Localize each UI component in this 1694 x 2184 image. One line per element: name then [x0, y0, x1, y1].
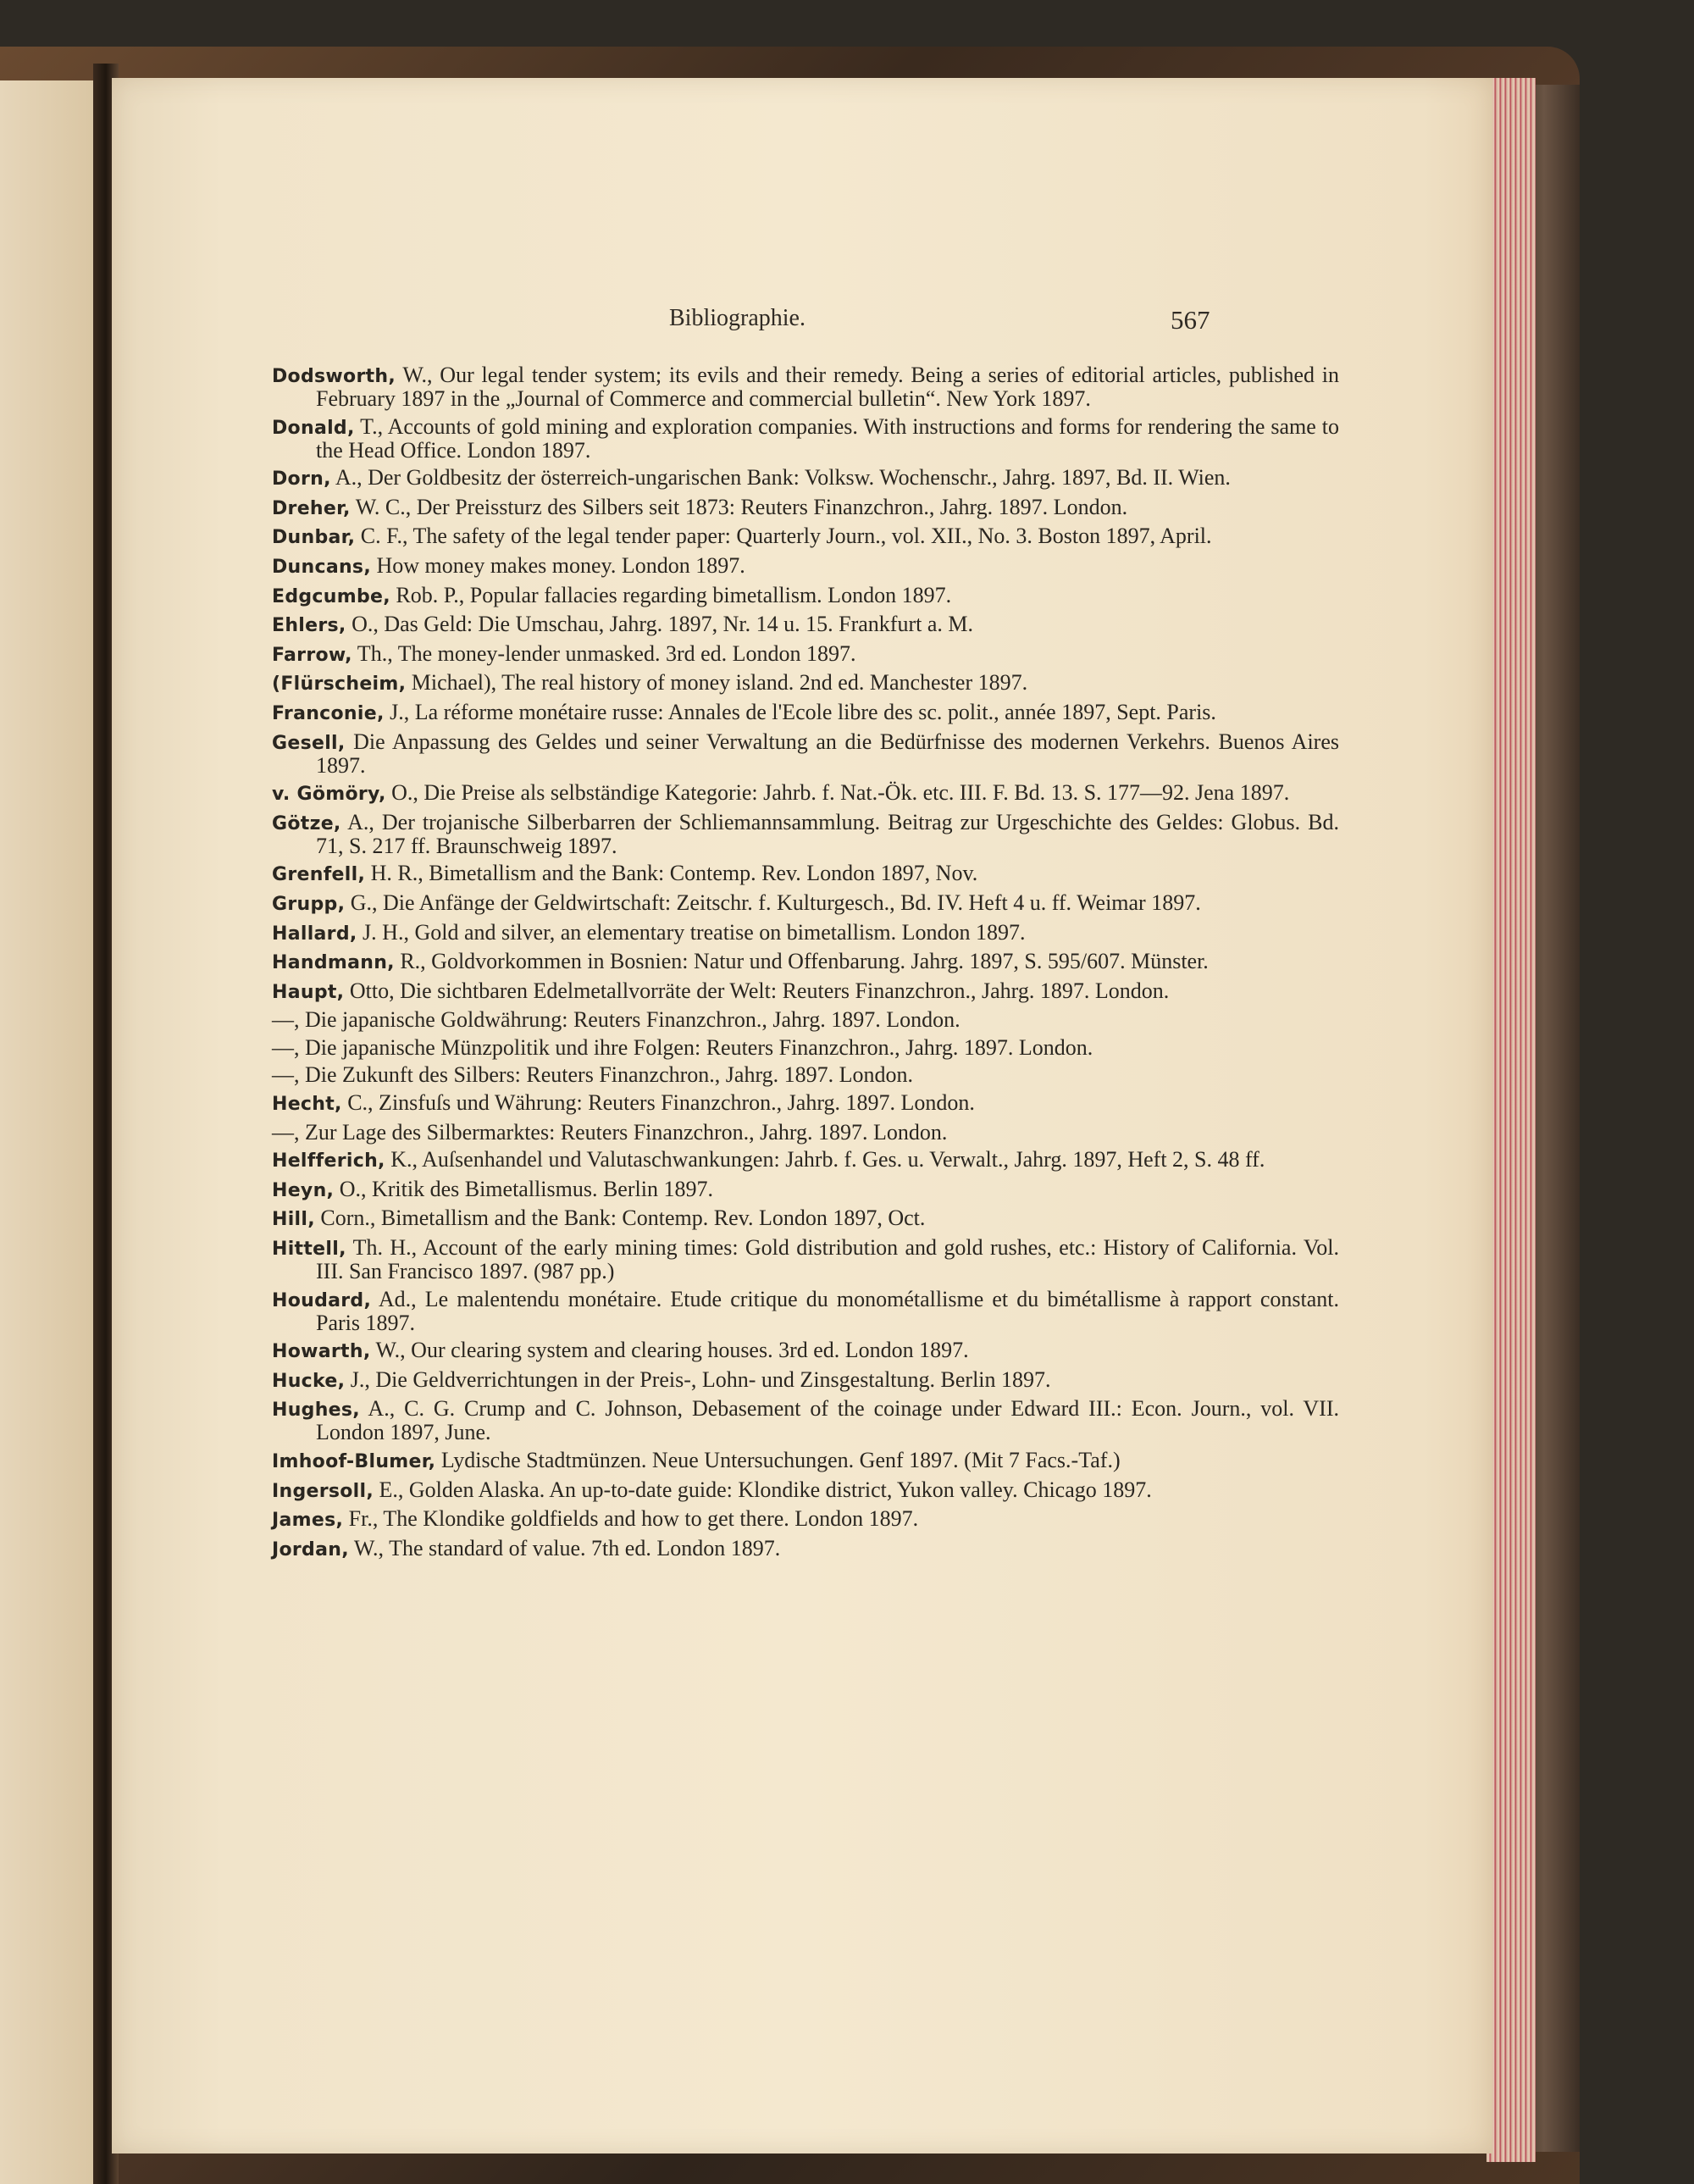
bibliography-entry [272, 1119, 1339, 1145]
bibliography-entry [272, 1535, 1339, 1561]
bibliography-entry [272, 862, 1339, 886]
entry-text: T., Accounts of gold mining and exploration companies. With instructions and forms for rendering the same to the Head Office. London 1897. [316, 413, 1339, 463]
bibliography-entry [272, 782, 1339, 806]
bibliography-entry [272, 552, 1339, 579]
entry-author: Donald, [272, 417, 355, 439]
entry-text: How money makes money. London 1897. [371, 552, 745, 578]
entry-text: O., Die Preise als selbständige Kategorie: Jahrb. f. Nat.-Ök. etc. III. F. Bd. 13. S. 177—92. Jena 1897. [385, 780, 1290, 806]
bibliography-entry [272, 980, 1339, 1004]
entry-author: Ehlers, [272, 615, 346, 637]
entry-text: A., Der Goldbesitz der österreich-ungarischen Bank: Volksw. Wochenschr., Jahrg. 1897, Bd. II. Wien. [330, 465, 1231, 491]
entry-text: J., La réforme monétaire russe: Annales de l'Ecole libre des sc. polit., année 1897, Sept. Paris. [384, 699, 1216, 724]
entry-author: Dunbar, [272, 527, 356, 549]
entry-text: C., Zinsfuſs und Währung: Reuters Finanzchron., Jahrg. 1897. London. [341, 1090, 975, 1116]
entry-text: W., The standard of value. 7th ed. London 1897. [348, 1535, 781, 1560]
entry-text: Ad., Le malentendu monétaire. Etude critique du monométallisme et du bimétallisme à rapport constant. Paris 1897. [316, 1286, 1339, 1335]
bibliography-entry [272, 701, 1339, 725]
entry-text: C. F., The safety of the legal tender paper: Quarterly Journ., vol. XII., No. 3. Boston 1897, April. [355, 524, 1212, 549]
entry-author: Farrow, [272, 644, 352, 666]
entry-author: Handmann, [272, 952, 395, 974]
entry-author: Dreher, [272, 497, 351, 519]
facing-page-edge [0, 80, 100, 2184]
bibliography-entry [272, 1339, 1339, 1363]
bibliography-entry [272, 1064, 1339, 1086]
bibliography-entry [272, 496, 1339, 520]
entry-author: Houdard, [272, 1289, 372, 1311]
bibliography-entry [272, 1149, 1339, 1172]
bibliography-entry [272, 892, 1339, 916]
bibliography-entry [272, 919, 1339, 945]
entry-author: Heyn, [272, 1179, 335, 1201]
bibliography-list [272, 364, 1339, 1566]
bibliography-entry [272, 1286, 1339, 1335]
entry-author: Hucke, [272, 1370, 346, 1392]
entry-text: Rob. P., Popular fallacies regarding bimetallism. London 1897. [390, 582, 952, 607]
bibliography-entry [272, 731, 1339, 777]
entry-text: —, Die japanische Münzpolitik und ihre Folgen: Reuters Finanzchron., Jahrg. 1897. London. [272, 1034, 1093, 1060]
entry-text: Fr., The Klondike goldfields and how to get there. London 1897. [343, 1506, 919, 1532]
running-title: Bibliographie. [669, 305, 805, 331]
entry-author: Duncans, [272, 556, 371, 578]
entry-text: W. C., Der Preissturz des Silbers seit 1873: Reuters Finanzchron., Jahrg. 1897. London. [350, 494, 1128, 519]
entry-text: Corn., Bimetallism and the Bank: Contemp. Rev. London 1897, Oct. [314, 1206, 926, 1231]
entry-text: A., Der trojanische Silberbarren der Schliemannsammlung. Beitrag zur Urgeschichte des Geldes: Globus. Bd. 71, S. 217 ff. Braunschweig 1897. [316, 809, 1339, 858]
bibliography-entry [272, 413, 1339, 463]
entry-author: Gesell, [272, 732, 346, 754]
entry-text: W., Our legal tender system; its evils and their remedy. Being a series of editorial articles, published in February 1897 in the „Journal of Commerce and commercial bulletin“. New York 1897. [316, 363, 1339, 411]
entry-author: Helfferich, [272, 1150, 385, 1172]
bibliography-entry [272, 1398, 1339, 1444]
bibliography-entry [272, 1508, 1339, 1532]
entry-text: —, Die Zukunft des Silbers: Reuters Finanzchron., Jahrg. 1897. London. [272, 1062, 914, 1088]
entry-author: Hecht, [272, 1094, 342, 1116]
entry-author: Götze, [272, 812, 341, 834]
entry-text: Lydische Stadtmünzen. Neue Untersuchungen. Genf 1897. (Mit 7 Facs.-Taf.) [435, 1448, 1121, 1472]
entry-text: Die Anpassung des Geldes und seiner Verwaltung an die Bedürfnisse des modernen Verkehrs. Buenos Aires 1897. [316, 729, 1339, 778]
entry-author: v. Gömöry, [272, 784, 386, 806]
entry-author: Grenfell, [272, 864, 366, 886]
bibliography-entry [272, 1479, 1339, 1503]
entry-text: O., Kritik des Bimetallismus. Berlin 1897. [334, 1176, 713, 1201]
entry-text: Th. H., Account of the early mining times: Gold distribution and gold rushes, etc.: History of California. Vol. III. San Francisco 1897. (987 pp.) [316, 1235, 1339, 1284]
page-header [112, 305, 1492, 339]
bibliography-entry [272, 809, 1339, 858]
page-number: 567 [1171, 305, 1210, 335]
page-edges [1486, 78, 1536, 2162]
entry-author: Haupt, [272, 981, 345, 1003]
entry-text: R., Goldvorkommen in Bosnien: Natur und Offenbarung. Jahrg. 1897, S. 595/607. Münster. [394, 949, 1209, 974]
book-page [112, 78, 1492, 2154]
bibliography-entry [272, 1178, 1339, 1202]
entry-author: Imhoof-Blumer, [272, 1451, 436, 1472]
entry-author: (Flürscheim, [272, 673, 407, 696]
bibliography-entry [272, 613, 1339, 637]
entry-text: Otto, Die sichtbaren Edelmetallvorräte der Welt: Reuters Finanzchron., Jahrg. 1897. London. [344, 978, 1170, 1003]
entry-author: Hittell, [272, 1239, 346, 1261]
bibliography-entry [272, 364, 1339, 410]
entry-text: Michael), The real history of money island. 2nd ed. Manchester 1897. [406, 670, 1028, 696]
entry-text: E., Golden Alaska. An up-to-date guide: Klondike district, Yukon valley. Chicago 1897. [374, 1477, 1152, 1502]
bibliography-entry [272, 1237, 1339, 1283]
entry-text: Th., The money-lender unmasked. 3rd ed. London 1897. [352, 640, 856, 666]
bibliography-entry [272, 1009, 1339, 1031]
bibliography-entry [272, 1207, 1339, 1231]
bibliography-entry [272, 640, 1339, 667]
bibliography-entry [272, 1092, 1339, 1116]
entry-text: W., Our clearing system and clearing houses. 3rd ed. London 1897. [370, 1338, 969, 1363]
entry-author: Ingersoll, [272, 1480, 374, 1502]
entry-text: J. H., Gold and silver, an elementary treatise on bimetallism. London 1897. [357, 919, 1026, 945]
entry-author: Howarth, [272, 1341, 371, 1363]
entry-text: G., Die Anfänge der Geldwirtschaft: Zeitschr. f. Kulturgesch., Bd. IV. Heft 4 u. ff. Weimar 1897. [345, 890, 1201, 915]
entry-author: Franconie, [272, 702, 385, 724]
entry-author: Grupp, [272, 893, 346, 915]
bibliography-entry [272, 951, 1339, 974]
entry-text: A., C. G. Crump and C. Johnson, Debasement of the coinage under Edward III.: Econ. Journ., vol. VII. London 1897, June. [316, 1396, 1339, 1445]
entry-author: James, [272, 1510, 344, 1532]
entry-author: Hallard, [272, 923, 357, 945]
entry-text: H. R., Bimetallism and the Bank: Contemp. Rev. London 1897, Nov. [365, 861, 978, 886]
bibliography-entry [272, 467, 1339, 491]
entry-author: Dorn, [272, 468, 331, 491]
entry-author: Dodsworth, [272, 366, 396, 387]
entry-text: O., Das Geld: Die Umschau, Jahrg. 1897, Nr. 14 u. 15. Frankfurt a. M. [346, 612, 973, 637]
entry-text: K., Auſsenhandel und Valutaschwankungen: Jahrb. f. Ges. u. Verwalt., Jahrg. 1897, Heft 2, S. 48 ff. [385, 1147, 1265, 1172]
entry-author: Jordan, [272, 1538, 349, 1560]
bibliography-entry [272, 1366, 1339, 1393]
entry-author: Edgcumbe, [272, 585, 390, 607]
entry-text: J., Die Geldverrichtungen in der Preis-, Lohn- und Zinsgestaltung. Berlin 1897. [345, 1366, 1051, 1392]
entry-author: Hill, [272, 1209, 315, 1231]
entry-text: —, Zur Lage des Silbermarktes: Reuters Finanzchron., Jahrg. 1897. London. [272, 1119, 948, 1145]
bibliography-entry [272, 525, 1339, 549]
bibliography-entry [272, 672, 1339, 696]
bibliography-entry [272, 1034, 1339, 1060]
bibliography-entry [272, 1450, 1339, 1473]
entry-author: Hughes, [272, 1400, 360, 1422]
entry-text: —, Die japanische Goldwährung: Reuters Finanzchron., Jahrg. 1897. London. [272, 1007, 960, 1033]
bibliography-entry [272, 582, 1339, 608]
